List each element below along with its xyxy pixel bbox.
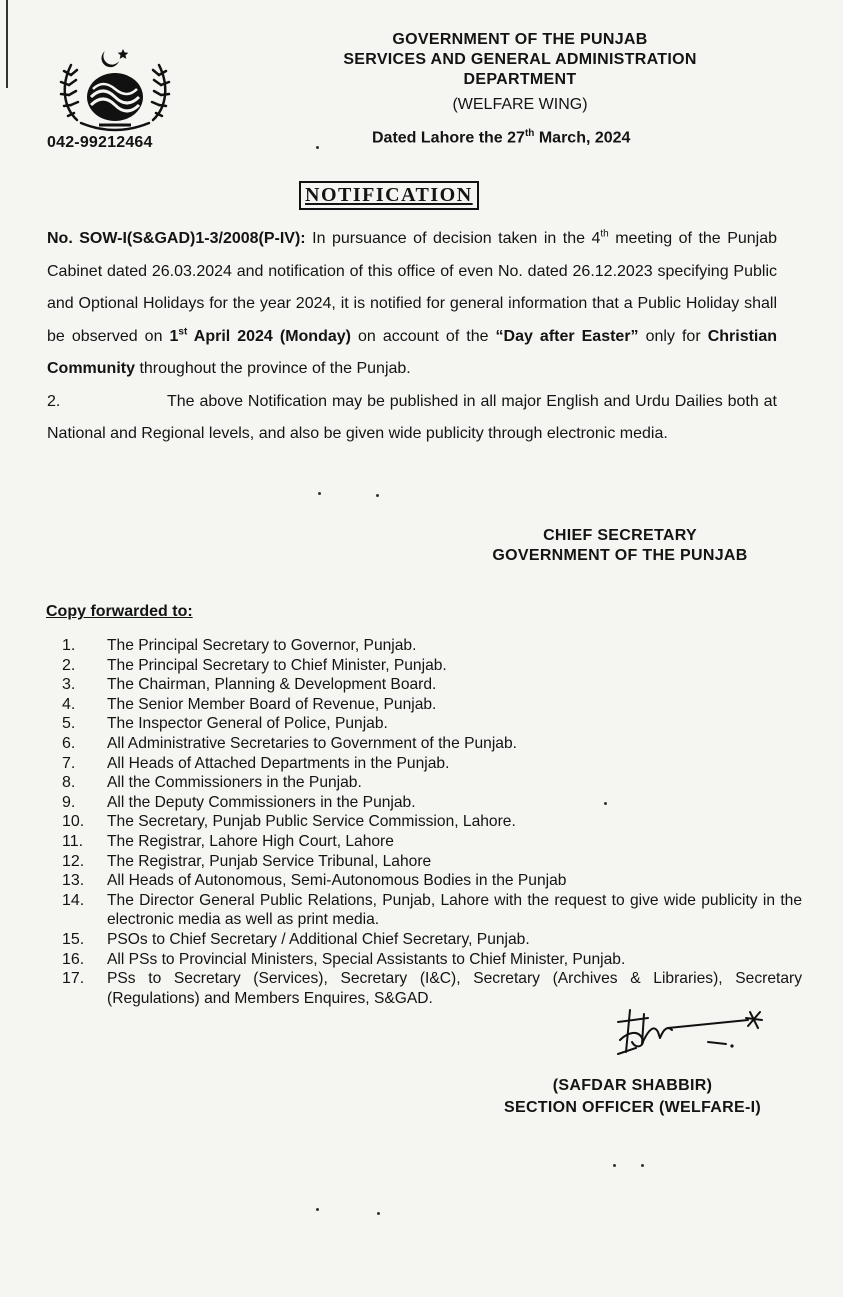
copy-list-item (62, 852, 802, 872)
copy-list-item (62, 714, 802, 734)
copy-list-item (62, 871, 802, 891)
copy-item-text: All Heads of Autonomous, Semi-Autonomous Bodies in the Punjab (107, 872, 567, 890)
header-line-department-suffix: DEPARTMENT (463, 71, 577, 88)
copy-list-item (62, 812, 802, 832)
copy-list-item (62, 832, 802, 852)
community-name: Christian Community (47, 327, 778, 377)
copy-item-number: 5. (62, 715, 76, 733)
paragraph-1: No. SOW-I(S&GAD)1-3/2008(P-IV): In pursuance of decision taken in the 4th meeting of the Punjab Cabinet dated 26.03.2024 and notification of this office of even No. dated 26.12.2023 specifying Public and Optional Holidays for the year 2024, it is notified for general information that a Public Holiday shall be observed on 1st April 2024 (Monday) on account of the “Day after Easter” only for Christian Community throughout the province of the Punjab. (47, 228, 778, 377)
copy-list-item (62, 695, 802, 715)
copy-item-number: 11. (62, 832, 84, 850)
scan-speck (318, 492, 321, 495)
copy-item-number: 6. (62, 734, 76, 752)
header-line-department: SERVICES AND GENERAL ADMINISTRATION (343, 51, 697, 68)
scan-speck (376, 494, 379, 497)
copy-item-number: 2. (62, 656, 76, 674)
punjab-government-emblem-icon (55, 45, 175, 135)
handwritten-signature (608, 1002, 778, 1062)
copy-item-text: All Administrative Secretaries to Government of the Punjab. (107, 734, 517, 752)
copy-item-number: 10. (62, 813, 85, 831)
copy-item-text: The Director General Public Relations, Punjab, Lahore with the request to give wide publicity in the electronic media as well as print media. (107, 891, 802, 929)
copy-item-text: The Senior Member Board of Revenue, Punjab. (107, 695, 437, 713)
copy-item-number: 9. (62, 793, 76, 811)
copy-item-number: 13. (62, 872, 85, 890)
copy-item-text: The Principal Secretary to Governor, Punjab. (107, 637, 417, 654)
copy-item-number: 7. (62, 754, 76, 772)
copy-item-number: 8. (62, 774, 76, 792)
copy-item-text: The Registrar, Punjab Service Tribunal, Lahore (107, 852, 432, 870)
notification-date: Dated Lahore the 27th March, 2024 (372, 128, 631, 147)
copy-item-number: 1. (62, 637, 76, 654)
scan-speck (377, 1212, 380, 1215)
scan-edge-artifact (6, 0, 8, 88)
section-officer-designation: SECTION OFFICER (WELFARE-I) (504, 1099, 761, 1116)
copy-list-item (62, 950, 802, 970)
paragraph-number: 2. (47, 392, 61, 410)
copy-list-item (62, 675, 802, 695)
copy-item-text: All the Commissioners in the Punjab. (107, 774, 362, 792)
copy-item-text: PSOs to Chief Secretary / Additional Chief Secretary, Punjab. (107, 930, 530, 948)
department-header (300, 30, 740, 116)
header-line-government: GOVERNMENT OF THE PUNJAB (392, 31, 648, 48)
copy-item-number: 15. (62, 930, 85, 948)
copy-item-number: 17. (62, 970, 85, 988)
chief-secretary-title: CHIEF SECRETARY (543, 527, 697, 544)
chief-secretary-government: GOVERNMENT OF THE PUNJAB (492, 547, 748, 564)
scan-speck (604, 802, 607, 805)
copy-item-number: 3. (62, 676, 76, 694)
copy-list-item (62, 754, 802, 774)
copy-item-text: The Registrar, Lahore High Court, Lahore (107, 832, 394, 850)
scan-speck (641, 1164, 644, 1167)
occasion-name: “Day after Easter” (495, 327, 639, 345)
copy-item-number: 14. (62, 891, 85, 909)
copy-item-text: All PSs to Provincial Ministers, Special Assistants to Chief Minister, Punjab. (107, 950, 626, 968)
section-officer-signature-block (480, 1075, 785, 1119)
notification-body (47, 223, 777, 451)
header-line-wing: (WELFARE WING) (452, 96, 588, 113)
copy-item-text: The Chairman, Planning & Development Board. (107, 676, 437, 694)
copy-list-item (62, 891, 802, 930)
scan-speck (316, 1208, 319, 1211)
scan-speck (613, 1164, 616, 1167)
section-officer-name: (SAFDAR SHABBIR) (552, 1077, 713, 1094)
copy-item-number: 16. (62, 950, 85, 968)
copy-list-item (62, 636, 802, 656)
copy-forwarded-heading: Copy forwarded to: (46, 603, 193, 620)
copy-item-text: The Secretary, Punjab Public Service Commission, Lahore. (107, 813, 516, 831)
copy-forwarded-list (62, 636, 802, 1008)
copy-item-text: The Principal Secretary to Chief Minister, Punjab. (107, 656, 447, 674)
copy-item-number: 4. (62, 695, 76, 713)
copy-list-item (62, 734, 802, 754)
copy-list-item (62, 930, 802, 950)
copy-item-number: 12. (62, 852, 85, 870)
copy-item-text: The Inspector General of Police, Punjab. (107, 715, 388, 733)
copy-item-text: All the Deputy Commissioners in the Punjab. (107, 793, 416, 811)
phone-number: 042-99212464 (47, 134, 153, 151)
copy-item-text: PSs to Secretary (Services), Secretary (I&C), Secretary (Archives & Libraries), Secretary (Regulations) and Members Enquires, S&GAD. (107, 970, 802, 1007)
copy-item-text: All Heads of Attached Departments in the Punjab. (107, 754, 450, 772)
copy-list-item (62, 656, 802, 676)
chief-secretary-signature-block (470, 526, 770, 566)
copy-list-item (62, 773, 802, 793)
scan-speck (316, 146, 319, 149)
notification-title: NOTIFICATION (299, 181, 479, 210)
reference-number: No. SOW-I(S&GAD)1-3/2008(P-IV): (47, 230, 306, 247)
copy-list-item (62, 793, 802, 813)
holiday-date: 1st April 2024 (Monday) (169, 326, 351, 345)
paragraph-2: 2. The above Notification may be published in all major English and Urdu Dailies both at National and Regional levels, and also be given wide publicity through electronic media. (47, 386, 777, 451)
